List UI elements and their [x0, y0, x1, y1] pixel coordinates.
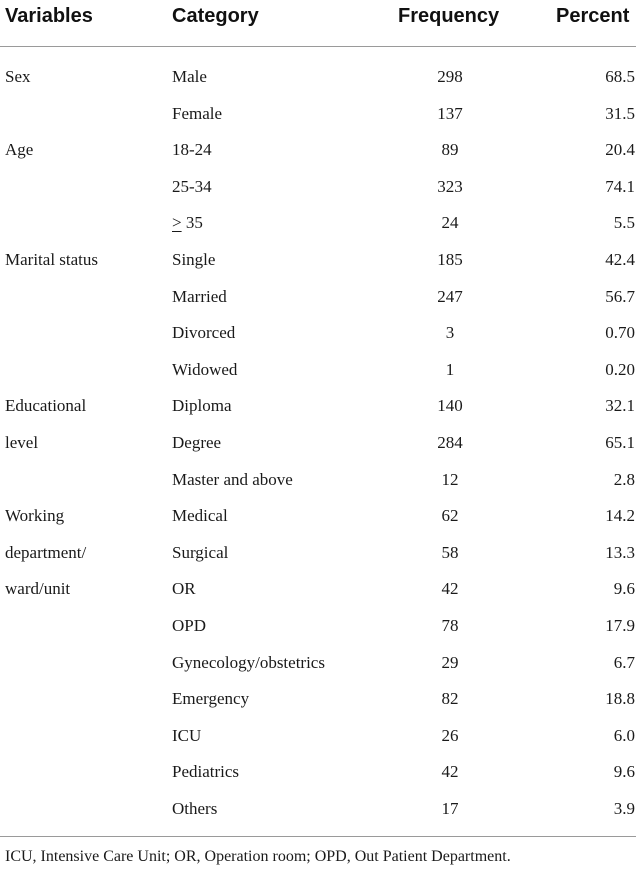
table-row — [0, 425, 640, 462]
frequency-cell: 284 — [437, 432, 463, 452]
table-body — [0, 59, 640, 827]
frequency-cell: 58 — [441, 542, 459, 562]
table-row — [0, 352, 640, 389]
category-cell: OPD — [172, 615, 207, 635]
frequency-cell: 17 — [441, 798, 459, 818]
header-rule — [0, 46, 636, 47]
table-row — [0, 242, 640, 279]
percent-cell: 0.70 — [605, 323, 635, 343]
percent-cell: 14.2 — [605, 506, 635, 526]
percent-cell: 56.7 — [605, 286, 635, 306]
percent-cell: 18.8 — [605, 689, 635, 709]
table-row — [0, 462, 640, 499]
frequency-cell: 89 — [441, 140, 459, 160]
table-row — [0, 279, 640, 316]
frequency-cell: 42 — [441, 762, 459, 782]
category-cell: Gynecology/obstetrics — [172, 652, 325, 672]
table-row — [0, 608, 640, 645]
greater-equal-symbol: > — [172, 213, 182, 233]
frequency-cell: 12 — [441, 469, 459, 489]
table-row — [0, 645, 640, 682]
table-row — [0, 681, 640, 718]
header-frequency: Frequency — [398, 5, 500, 27]
table-row — [0, 791, 640, 828]
frequency-cell: 78 — [441, 615, 459, 635]
table-row — [0, 59, 640, 96]
frequency-cell: 1 — [445, 359, 455, 379]
frequency-cell: 323 — [437, 176, 463, 196]
percent-cell: 42.4 — [605, 249, 635, 269]
header-variables: Variables — [5, 5, 93, 27]
frequency-cell: 82 — [441, 689, 459, 709]
percent-cell: 20.4 — [605, 140, 635, 160]
table-row — [0, 96, 640, 133]
frequency-cell: 24 — [441, 213, 459, 233]
category-cell: Pediatrics — [172, 762, 240, 782]
percent-cell: 17.9 — [605, 615, 635, 635]
category-cell: ICU — [172, 725, 202, 745]
table-footnote: ICU, Intensive Care Unit; OR, Operation room; OPD, Out Patient Department. — [5, 848, 511, 865]
category-cell: Single — [172, 249, 216, 269]
table-row — [0, 571, 640, 608]
variable-cell: Educational — [5, 396, 87, 416]
table-row — [0, 498, 640, 535]
percent-cell: 3.9 — [613, 798, 635, 818]
frequency-cell: 137 — [437, 103, 463, 123]
header-percent: Percent — [556, 5, 630, 27]
percent-cell: 13.3 — [605, 542, 635, 562]
category-cell: Surgical — [172, 542, 229, 562]
category-cell: Female — [172, 103, 223, 123]
category-cell: OR — [172, 579, 196, 599]
percent-cell: 31.5 — [605, 103, 635, 123]
frequency-cell: 62 — [441, 506, 459, 526]
table-row — [0, 315, 640, 352]
category-cell: Degree — [172, 432, 222, 452]
frequency-cell: 42 — [441, 579, 459, 599]
variable-cell: Marital status — [5, 249, 99, 269]
frequency-cell: 3 — [445, 323, 455, 343]
header-category: Category — [172, 5, 259, 27]
percent-cell: 6.7 — [613, 652, 635, 672]
category-cell — [172, 205, 203, 241]
frequency-cell: 26 — [441, 725, 459, 745]
percent-cell: 9.6 — [613, 762, 635, 782]
variable-cell: Working — [5, 506, 65, 526]
category-cell: Emergency — [172, 689, 250, 709]
variable-cell: Sex — [5, 67, 31, 86]
bottom-rule — [0, 836, 636, 837]
table-row — [0, 718, 640, 755]
category-cell: Male — [172, 67, 207, 86]
frequency-cell: 185 — [437, 249, 463, 269]
table-header — [0, 0, 640, 44]
variable-cell: ward/unit — [5, 579, 71, 599]
table-row — [0, 169, 640, 206]
percent-cell: 0.20 — [605, 359, 635, 379]
variable-cell: department/ — [5, 542, 87, 562]
frequency-cell: 247 — [437, 286, 463, 306]
category-text: 35 — [181, 213, 203, 233]
percent-cell: 2.8 — [613, 469, 635, 489]
category-cell: Master and above — [172, 469, 293, 489]
category-cell: Widowed — [172, 359, 238, 379]
percent-cell: 6.0 — [613, 725, 635, 745]
percent-cell: 32.1 — [605, 396, 635, 416]
category-cell: Medical — [172, 506, 228, 526]
category-cell: Married — [172, 286, 227, 306]
table-row — [0, 388, 640, 425]
percent-cell: 74.1 — [605, 176, 635, 196]
frequency-cell: 29 — [441, 652, 459, 672]
table-row — [0, 535, 640, 572]
percent-cell: 68.5 — [605, 67, 635, 86]
variable-cell: Age — [5, 140, 34, 160]
category-cell: Diploma — [172, 396, 232, 416]
variable-cell: level — [5, 432, 39, 452]
category-cell: Divorced — [172, 323, 236, 343]
frequency-cell: 140 — [437, 396, 463, 416]
category-cell: 18-24 — [172, 140, 212, 160]
table-row — [0, 754, 640, 791]
frequency-cell: 298 — [437, 67, 463, 86]
table-row — [0, 205, 640, 242]
table-row — [0, 132, 640, 169]
percent-cell: 65.1 — [605, 432, 635, 452]
category-cell: 25-34 — [172, 176, 212, 196]
category-cell: Others — [172, 798, 218, 818]
percent-cell: 9.6 — [613, 579, 635, 599]
percent-cell: 5.5 — [613, 213, 635, 233]
